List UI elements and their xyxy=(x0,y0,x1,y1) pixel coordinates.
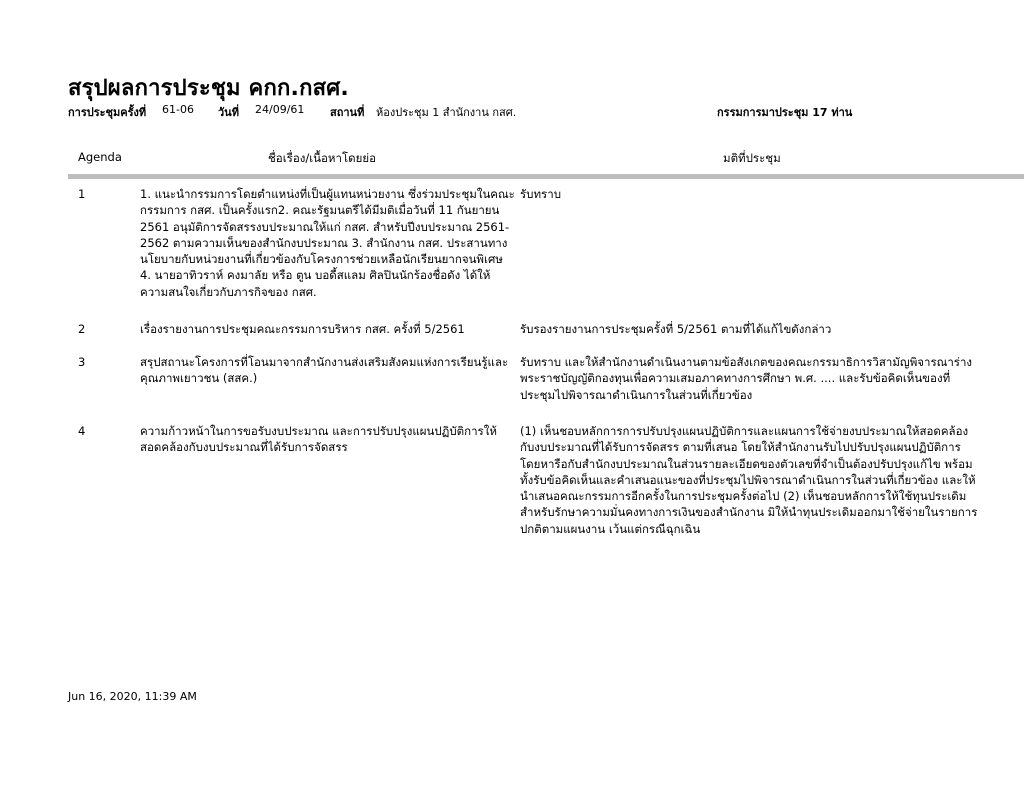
meeting-place: ห้องประชุม 1 สำนักงาน กสศ. xyxy=(376,106,517,119)
resolution-text: (1) เห็นชอบหลักการการปรับปรุงแผนปฏิบัติการและแผนการใช้จ่ายงบประมาณให้สอดคล้องกับงบประมาณที่ได้รับการจัดสรร ตามที่เสนอ โดยให้สำนักงานรับไปปรับปรุงแผนปฏิบัติการ โดยหารือกับสำนักงบประมาณในส่วนรายละเอียดของตัวเลขที่จำเป็นต้องปรับปรุงแก้ไข พร้อมทั้งรับข้อคิดเห็นและคำเสนอแนะของที่ประชุมไปพิจารณาดำเนินการในส่วนที่เกี่ยวข้อง และให้นำเสนอคณะกรรมการอีกครั้งในการประชุมครั้งต่อไป (2) เห็นชอบหลักการให้ใช้ทุนประเดิมสำหรับรักษาความมั่นคงทางการเงินของสำนักงาน มิให้นำทุนประเดิมออกมาใช้จ่ายในรายการปกติตามแผนงาน เว้นแต่กรณีฉุกเฉิน xyxy=(520,424,978,536)
date-label: วันที่ xyxy=(218,106,239,119)
topic-text: ความก้าวหน้าในการขอรับงบประมาณ และการปรับปรุงแผนปฏิบัติการให้สอดคล้องกับงบประมาณที่ได้รับการจัดสรร xyxy=(140,424,497,455)
topic-text: สรุปสถานะโครงการที่โอนมาจากสำนักงานส่งเสริมสังคมแห่งการเรียนรู้และคุณภาพเยาวชน (สสค.) xyxy=(140,355,509,386)
report-title: สรุปผลการประชุม คกก.กสศ. xyxy=(68,76,349,101)
agenda-number: 3 xyxy=(78,355,86,369)
attendance: กรรมการมาประชุม 17 ท่าน xyxy=(717,106,853,119)
resolution-text: รับทราบ xyxy=(520,187,561,201)
header-resolution: มติที่ประชุม xyxy=(723,151,781,165)
header-divider xyxy=(68,174,1024,179)
meeting-no: 61-06 xyxy=(162,103,194,116)
agenda-number: 2 xyxy=(78,322,86,336)
meeting-no-label: การประชุมครั้งที่ xyxy=(68,106,147,119)
header-topic: ชื่อเรื่อง/เนื้อหาโดยย่อ xyxy=(268,151,376,165)
agenda-number: 4 xyxy=(78,424,86,438)
resolution-text: รับทราบ และให้สำนักงานดำเนินงานตามข้อสังเกตของคณะกรรมาธิการวิสามัญพิจารณาร่างพระราชบัญญัติกองทุนเพื่อความเสมอภาคทางการศึกษา พ.ศ. .... และรับข้อคิดเห็นของที่ประชุมไปพิจารณาดำเนินการในส่วนที่เกี่ยวข้อง xyxy=(520,355,973,402)
place-label: สถานที่ xyxy=(330,106,365,119)
print-timestamp: Jun 16, 2020, 11:39 AM xyxy=(68,690,197,703)
agenda-number: 1 xyxy=(78,187,86,201)
resolution-text: รับรองรายงานการประชุมครั้งที่ 5/2561 ตามที่ได้แก้ไขดังกล่าว xyxy=(520,322,832,336)
meeting-date: 24/09/61 xyxy=(255,103,305,116)
header-agenda: Agenda xyxy=(78,150,122,164)
topic-text: เรื่องรายงานการประชุมคณะกรรมการบริหาร กสศ. ครั้งที่ 5/2561 xyxy=(140,322,465,336)
topic-text: 1. แนะนำกรรมการโดยตำแหน่งที่เป็นผู้แทนหน่วยงาน ซึ่งร่วมประชุมในคณะกรรมการ กสศ. เป็นครั้งแรก2. คณะรัฐมนตรีได้มีมติเมื่อวันที่ 11 กันยายน 2561 อนุมัติการจัดสรรงบประมาณให้แก่ กสศ. สำหรับปีงบประมาณ 2561-2562 ตามความเห็นของสำนักงบประมาณ 3. สำนักงาน กสศ. ประสานทางนโยบายกับหน่วยงานที่เกี่ยวข้องกับโครงการช่วยเหลือนักเรียนยากจนพิเศษ 4. นายอาทิวราห์ คงมาลัย หรือ ตูน บอดี้สแลม ศิลปินนักร้องชื่อดัง ได้ให้ความสนใจเกี่ยวกับภารกิจของ กสศ. xyxy=(140,187,515,299)
